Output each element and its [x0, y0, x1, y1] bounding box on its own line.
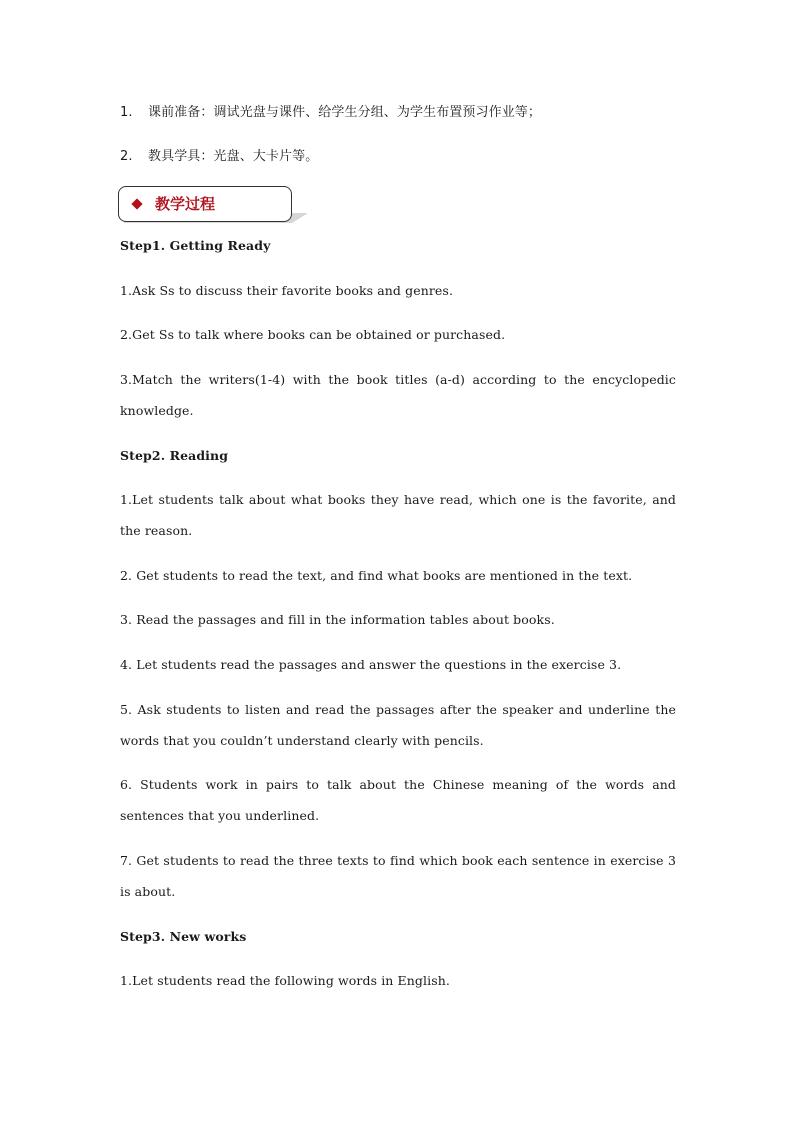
diamond-bullet-icon — [131, 198, 142, 209]
prep-item — [120, 141, 676, 172]
step-item: 1.Let students talk about what books they have read, which one is the favorite, and the reason. — [120, 492, 676, 538]
prep-number: 2. — [120, 149, 133, 164]
step-heading: Step1. Getting Ready — [120, 238, 271, 253]
step-item: 1.Ask Ss to discuss their favorite books and genres. — [120, 283, 454, 298]
step-heading: Step3. New works — [120, 929, 247, 944]
step-heading: Step2. Reading — [120, 448, 229, 463]
prep-item — [120, 97, 676, 128]
step-item: 2.Get Ss to talk where books can be obtained or purchased. — [120, 327, 506, 342]
step-item: 5. Ask students to listen and read the passages after the speaker and underline the words that you couldn’t understand clearly with pencils. — [120, 702, 676, 748]
prep-text: 教具学具：光盘、大卡片等。 — [148, 149, 319, 164]
section-heading-box — [118, 186, 292, 222]
prep-number: 1. — [120, 105, 133, 120]
section-title: 教学过程 — [155, 195, 216, 213]
step-item: 7. Get students to read the three texts to find which book each sentence in exercise 3 is about. — [120, 853, 676, 899]
step-item: 2. Get students to read the text, and find what books are mentioned in the text. — [120, 568, 633, 583]
step-item: 4. Let students read the passages and answer the questions in the exercise 3. — [120, 657, 622, 672]
step-item: 3. Read the passages and fill in the information tables about books. — [120, 612, 555, 627]
step-item: 3.Match the writers(1-4) with the book titles (a-d) according to the encyclopedic knowledge. — [120, 372, 676, 418]
prep-text: 课前准备：调试光盘与课件、给学生分组、为学生布置预习作业等； — [148, 105, 542, 120]
step-item: 1.Let students read the following words in English. — [120, 973, 450, 988]
step-item: 6. Students work in pairs to talk about the Chinese meaning of the words and sentences that you underlined. — [120, 777, 676, 823]
